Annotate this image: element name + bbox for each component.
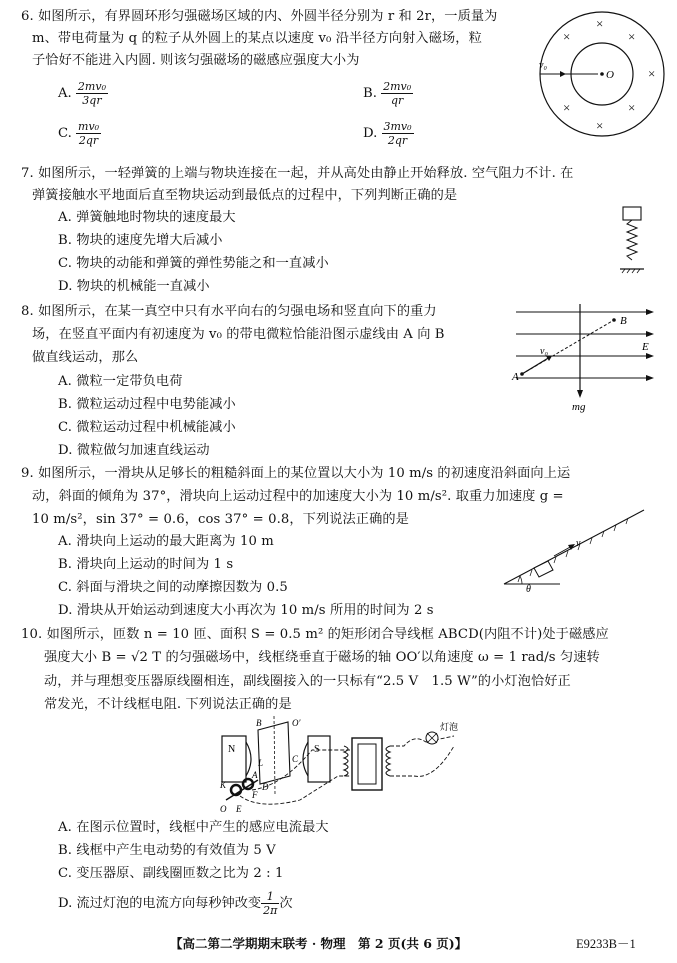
q7-option-a[interactable]: A. 弹簧触地时物块的速度最大 — [58, 210, 236, 225]
q9-label-v: v — [576, 538, 581, 549]
q8-gravity-arrow — [577, 390, 583, 398]
q9-line-1: 9. 如图所示，一滑块从足够长的粗糙斜面上的某位置以大小为 10 m/s 的初速度沿斜面向上运 — [21, 466, 571, 481]
q6-ring-field-figure — [536, 8, 668, 140]
q8-line-2: 场，在竖直平面内有初速度为 v₀ 的带电微粒恰能沿图示虚线由 A 向 B — [32, 327, 445, 342]
q10-line-2: 强度大小 B = √2 T 的匀强磁场中，线框绕垂直于磁场的轴 OO′以角速度 ω = 1 rad/s 匀速转 — [44, 650, 600, 665]
q10-label-o: O — [220, 804, 227, 814]
q6-option-d[interactable] — [363, 120, 414, 147]
q9-option-d[interactable]: D. 滑块从开始运动到速度大小再次为 10 m/s 所用的时间为 2 s — [58, 603, 434, 618]
q6-d-den: 2qr — [387, 134, 408, 147]
q6-field-mark: × — [648, 66, 656, 81]
q6-line-2: m、带电荷量为 q 的粒子从外圆上的某点以速度 v₀ 沿半径方向射入磁场，粒 — [32, 31, 482, 46]
q10-primary-coil — [344, 746, 348, 776]
q8-label-b: B — [620, 315, 627, 327]
q6-option-a-fraction — [76, 80, 108, 107]
q10-option-b[interactable]: B. 线框中产生电动势的有效值为 5 V — [58, 843, 276, 858]
q10-line-3: 动，并与理想变压器原线圈相连，副线圈接入的一只标有“2.5 V 1.5 W”的小灯泡恰好正 — [44, 674, 571, 689]
q10-label-d: D — [262, 782, 269, 792]
q6-option-c[interactable] — [58, 120, 101, 147]
q6-a-num: 2mv₀ — [77, 80, 106, 93]
q8-line-3: 做直线运动，那么 — [32, 350, 139, 365]
q8-option-d[interactable]: D. 微粒做匀加速直线运动 — [58, 443, 210, 458]
q6-line-3: 子恰好不能进入内圆. 则该匀强磁场的磁感应强度大小为 — [32, 53, 360, 68]
q7-option-d[interactable]: D. 物块的机械能一直减小 — [58, 279, 210, 294]
q8-option-b[interactable]: B. 微粒运动过程中电势能减小 — [58, 397, 236, 412]
q10-label-b: B — [256, 718, 262, 728]
q8-label-a: A — [512, 371, 519, 383]
q10-option-a[interactable]: A. 在图示位置时，线框中产生的感应电流最大 — [58, 820, 329, 835]
q8-option-a[interactable]: A. 微粒一定带负电荷 — [58, 374, 183, 389]
q9-angle-arc — [520, 576, 522, 584]
q10-d-den: 2π — [263, 904, 278, 917]
q10-magnet-n — [222, 736, 246, 782]
q6-field-mark: × — [628, 29, 636, 44]
q6-field-mark: × — [596, 118, 604, 133]
q8-point-b — [612, 318, 616, 322]
q10-label-f: F — [252, 790, 258, 800]
q6-c-num: mv₀ — [78, 120, 100, 133]
q6-velocity-arrow — [560, 71, 566, 77]
q7-option-b[interactable]: B. 物块的速度先增大后减小 — [58, 233, 223, 248]
q7-spring — [627, 220, 637, 260]
q6-b-den: qr — [390, 94, 404, 107]
q10-label-l: L — [258, 758, 264, 768]
q8-option-c[interactable]: C. 微粒运动过程中机械能减小 — [58, 420, 236, 435]
q6-field-mark: × — [596, 16, 604, 31]
q10-label-a: A — [252, 770, 258, 780]
q6-option-b[interactable] — [363, 80, 413, 107]
q9-incline — [504, 510, 644, 584]
q6-option-b-label: B. — [363, 86, 377, 101]
q7-line-1: 7. 如图所示，一轻弹簧的上端与物块连接在一起，并从高处由静止开始释放. 空气阻力不计. 在 — [21, 166, 574, 181]
q9-velocity — [554, 546, 572, 556]
q9-slider — [534, 561, 553, 577]
q9-option-c[interactable]: C. 斜面与滑块之间的动摩擦因数为 0.5 — [58, 580, 288, 595]
q10-option-d[interactable] — [58, 890, 293, 917]
q6-center-dot — [600, 72, 604, 76]
q8-line-1: 8. 如图所示，在某一真空中只有水平向右的匀强电场和竖直向下的重力 — [21, 304, 437, 319]
q7-line-2: 弹簧接触水平地面后直至物块运动到最低点的过程中，下列判断正确的是 — [32, 188, 458, 203]
q8-label-e: E — [642, 341, 649, 353]
q9-option-a[interactable]: A. 滑块向上运动的最大距离为 10 m — [58, 534, 274, 549]
q9-option-b[interactable]: B. 滑块向上运动的时间为 1 s — [58, 557, 234, 572]
q6-c-den: 2qr — [78, 134, 99, 147]
q10-label-k: K — [220, 780, 227, 790]
q10-magnet-s — [308, 736, 330, 782]
q10-line-1: 10. 如图所示，匝数 n = 10 匝、面积 S = 0.5 m² 的矩形闭合导线框 ABCD(内阻不计)处于磁感应 — [21, 627, 609, 642]
q6-b-num: 2mv₀ — [383, 80, 412, 93]
q8-point-a — [520, 372, 524, 376]
q10-option-c[interactable]: C. 变压器原、副线圈匝数之比为 2 : 1 — [58, 866, 284, 881]
q9-incline-figure — [500, 506, 650, 592]
q10-label-s: S — [314, 744, 320, 755]
page-footer-title: 【高二第二学期期末联考 · 物理 第 2 页(共 6 页)】 — [170, 936, 468, 951]
q10-label-lamp: 灯泡 — [440, 722, 459, 732]
q9-line-2: 动，斜面的倾角为 37°，滑块向上运动过程中的加速度大小为 10 m/s². 取重力加速度 g = — [32, 489, 564, 504]
q6-v0-label: v₀ — [539, 60, 547, 71]
q6-option-c-fraction — [76, 120, 101, 147]
q10-transformer-core — [352, 738, 382, 790]
q10-option-d-fraction — [261, 890, 279, 917]
q8-field-figure — [510, 300, 660, 415]
q9-line-3: 10 m/s²，sin 37° = 0.6，cos 37° = 0.8，下列说法正确的是 — [32, 512, 409, 527]
q6-a-den: 3qr — [82, 94, 102, 107]
q8-label-mg: mg — [572, 401, 586, 413]
q6-field-mark: × — [563, 29, 571, 44]
q10-wire-3 — [390, 736, 454, 776]
q6-option-c-label: C. — [58, 126, 72, 141]
q6-option-a-label: A. — [58, 86, 72, 101]
q8-label-v0: v₀ — [540, 346, 548, 357]
q6-option-b-fraction — [381, 80, 413, 107]
page-footer-code: E9233B－1 — [576, 937, 636, 951]
q8-field-lines — [516, 312, 652, 378]
q6-d-num: 3mv₀ — [383, 120, 412, 133]
q10-label-n: N — [228, 744, 236, 755]
q10-line-4: 常发光，不计线框电阻. 下列说法正确的是 — [44, 697, 292, 712]
q9-label-theta: θ — [526, 584, 531, 592]
q6-line-1: 6. 如图所示，有界圆环形匀强磁场区域的内、外圆半径分别为 r 和 2r，一质量为 — [21, 9, 498, 24]
q6-o-label: O — [606, 69, 614, 81]
q10-d-num: 1 — [261, 890, 279, 904]
q10-option-d-suffix: 次 — [279, 896, 293, 911]
q10-option-d-text: D. 流过灯泡的电流方向每秒钟改变 — [58, 896, 262, 911]
q6-field-mark: × — [563, 100, 571, 115]
q7-ground-hatch — [622, 269, 640, 273]
q10-label-c: C — [292, 754, 299, 764]
q6-option-d-label: D. — [363, 126, 378, 141]
q10-label-e: E — [236, 804, 242, 814]
q8-velocity — [522, 357, 550, 374]
q7-spring-figure — [617, 205, 647, 275]
q6-field-mark: × — [628, 100, 636, 115]
q10-secondary-coil — [386, 746, 390, 776]
q7-option-c[interactable]: C. 物块的动能和弹簧的弹性势能之和一直减小 — [58, 256, 329, 271]
q7-block — [623, 207, 641, 220]
q6-option-d-fraction — [382, 120, 414, 147]
q10-label-o2: O′ — [292, 718, 301, 728]
q6-option-a[interactable] — [58, 80, 108, 107]
q10-generator-figure — [218, 716, 468, 816]
